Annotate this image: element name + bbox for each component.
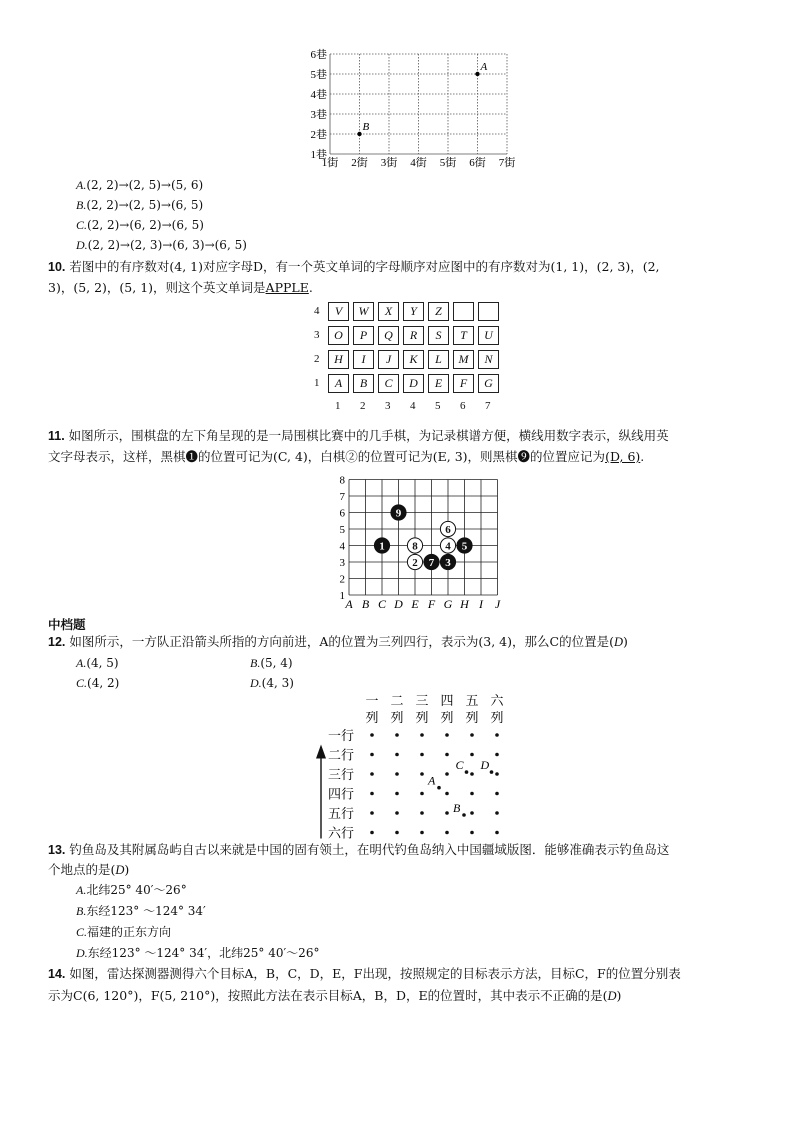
grid-cell: N <box>478 350 499 369</box>
q12-option-c-letter: C. <box>76 676 88 690</box>
map-col-label: 5街 <box>439 157 457 169</box>
formation-dot <box>395 811 399 815</box>
grid-cell: P <box>353 326 374 345</box>
grid-cell: E <box>428 374 449 393</box>
go-stone-number: 1 <box>379 540 385 553</box>
grid-cell: K <box>403 350 424 369</box>
q13-number: 13. <box>48 843 66 857</box>
formation-dot <box>470 772 474 776</box>
q12-stem-end: ) <box>622 634 628 649</box>
go-stone-number: 2 <box>412 557 418 569</box>
q9-option-a-text: (2, 2)→(2, 5)→(5, 6) <box>86 178 204 192</box>
board-col-label: D <box>394 597 403 611</box>
go-stone-number: 6 <box>445 524 451 536</box>
q10-number: 10. <box>48 260 66 274</box>
q9-option-c-text: (2, 2)→(6, 2)→(6, 5) <box>87 218 204 232</box>
q13-option-c-text: 福建的正东方向 <box>87 925 172 939</box>
formation-col-label-top: 五 <box>465 693 479 708</box>
q10-text-line1 <box>48 259 660 275</box>
q12-option-a[interactable] <box>76 655 119 671</box>
formation-dot <box>370 733 374 737</box>
grid-cell: Q <box>378 326 399 345</box>
q13-option-d[interactable] <box>76 945 319 961</box>
q11-text-line2 <box>48 449 644 465</box>
formation-dot <box>420 811 424 815</box>
letter-grid-figure <box>314 302 514 420</box>
grid-cell: A <box>328 374 349 393</box>
grid-cell: M <box>453 350 474 369</box>
grid-cell: T <box>453 326 474 345</box>
grid-cell: G <box>478 374 499 393</box>
section-heading: 中档题 <box>48 618 86 632</box>
board-col-label: F <box>427 597 436 611</box>
formation-point <box>490 770 494 774</box>
formation-dot <box>420 831 424 835</box>
board-col-label: E <box>411 597 419 611</box>
q9-option-a[interactable] <box>76 177 203 193</box>
formation-dot <box>370 772 374 776</box>
q14-stem-2: 示为C(6, 120°)，F(5, 210°)，按照此方法在表示目标A，B，D，E的位置时，其中表示不正确的是( <box>48 988 608 1003</box>
map-point <box>475 72 479 76</box>
formation-point <box>437 786 441 790</box>
go-stone-number: 3 <box>445 557 451 569</box>
formation-dot <box>420 792 424 796</box>
formation-dot <box>370 831 374 835</box>
map-row-label: 1巷 <box>310 149 327 161</box>
formation-dot <box>445 811 449 815</box>
q13-option-d-text: 东经123° ～124° 34′，北纬25° 40′～26° <box>87 946 320 960</box>
go-stone-number: 9 <box>395 507 402 520</box>
q13-option-a-text: 北纬25° 40′～26° <box>86 883 187 897</box>
q13-option-a[interactable] <box>76 882 187 898</box>
formation-row-label: 四行 <box>328 786 355 802</box>
q13-text-line1 <box>48 842 669 858</box>
formation-dot <box>395 772 399 776</box>
formation-point-label: D <box>480 758 490 773</box>
board-row-label: 7 <box>339 491 345 503</box>
grid-row-label: 4 <box>314 305 320 317</box>
formation-col-label-top: 一 <box>365 693 379 708</box>
q11-stem-2: 文字母表示，这样，黑棋❶的位置可记为(C, 4)，白棋②的位置可记为(E, 3)，则黑棋❾的位置应记为 <box>48 449 606 464</box>
map-row-label: 6巷 <box>310 49 327 61</box>
map-col-label: 1街 <box>321 157 339 169</box>
q13-option-b-letter: B. <box>76 904 87 918</box>
board-row-label: 5 <box>339 524 345 536</box>
board-row-label: 4 <box>339 540 345 553</box>
q13-option-b[interactable] <box>76 903 206 919</box>
q14-number: 14. <box>48 967 66 981</box>
q14-stem-1: 如图，雷达探测器测得六个目标A，B，C，D，E，F出现，按照规定的目标表示方法，目标C，F的位置分别表 <box>69 966 681 981</box>
q9-option-d-letter: D. <box>76 238 88 252</box>
q12-option-d-letter: D. <box>250 676 262 690</box>
q12-text <box>48 634 628 650</box>
direction-arrow-icon <box>316 745 326 759</box>
formation-dot <box>445 733 449 737</box>
q12-option-a-letter: A. <box>76 656 87 670</box>
q9-option-c[interactable] <box>76 217 204 233</box>
formation-dot <box>470 831 474 835</box>
q11-stem-1: 如图所示，围棋盘的左下角呈现的是一局围棋比赛中的几手棋，为记录棋谱方便，横线用数字表示，纵线用英 <box>68 428 669 443</box>
board-row-label: 3 <box>339 557 345 569</box>
grid-row-label: 2 <box>314 353 320 365</box>
grid-cell: F <box>453 374 474 393</box>
formation-point-label: B <box>453 801 461 815</box>
q12-number: 12. <box>48 635 66 649</box>
board-col-label: J <box>494 597 501 611</box>
grid-cell: D <box>403 374 424 393</box>
go-stone-number: 7 <box>428 557 435 569</box>
grid-cell: C <box>378 374 399 393</box>
grid-col-label: 5 <box>435 400 441 412</box>
board-row-label: 8 <box>339 474 345 487</box>
formation-dot <box>395 792 399 796</box>
q13-option-c[interactable] <box>76 924 171 940</box>
grid-cell <box>478 302 499 321</box>
q13-option-b-text: 东经123° ～124° 34′ <box>86 904 206 918</box>
q11-number: 11. <box>48 429 65 443</box>
map-col-label: 6街 <box>469 157 486 169</box>
grid-cell: I <box>353 350 374 369</box>
map-row-label: 4巷 <box>310 89 327 101</box>
formation-dot <box>495 811 499 815</box>
q11-answer: (D, 6) <box>605 449 641 464</box>
formation-col-label-bottom: 列 <box>440 710 454 725</box>
grid-row-label: 1 <box>314 377 320 389</box>
board-row-label: 6 <box>339 507 345 520</box>
q9-option-c-letter: C. <box>76 218 88 232</box>
formation-col-label-top: 六 <box>490 693 504 708</box>
formation-dot <box>420 772 424 776</box>
q13-option-d-letter: D. <box>76 946 88 960</box>
formation-col-label-top: 三 <box>415 693 429 708</box>
formation-point <box>462 813 466 817</box>
q11-text-line1 <box>48 428 669 444</box>
grid-col-label: 7 <box>485 400 491 412</box>
grid-cell: X <box>378 302 399 321</box>
map-col-label: 3街 <box>380 157 398 169</box>
map-row-label: 5巷 <box>310 69 327 81</box>
formation-row-label: 一行 <box>328 728 355 743</box>
formation-dot <box>420 753 424 757</box>
q12-stem: 如图所示，一方队正沿箭头所指的方向前进，A的位置为三列四行，表示为(3, 4)，那么C的位置是( <box>69 634 614 649</box>
grid-cell: S <box>428 326 449 345</box>
formation-dot <box>445 792 449 796</box>
formation-row-label: 二行 <box>328 747 355 763</box>
board-col-label: C <box>377 597 387 611</box>
grid-cell: U <box>478 326 499 345</box>
formation-col-label-bottom: 列 <box>490 710 504 725</box>
formation-dot <box>495 792 499 796</box>
map-row-label: 2巷 <box>310 129 327 141</box>
q12-answer: D <box>613 635 623 649</box>
board-col-label: G <box>443 597 453 611</box>
q9-option-b-letter: B. <box>76 198 87 212</box>
q12-option-b-text: (5, 4) <box>260 656 293 670</box>
grid-col-label: 3 <box>385 400 391 412</box>
q12-option-c[interactable] <box>76 675 119 691</box>
q14-answer: D <box>607 989 617 1003</box>
formation-dot <box>395 831 399 835</box>
board-col-label: A <box>345 597 353 611</box>
formation-col-label-bottom: 列 <box>415 710 429 725</box>
grid-col-label: 1 <box>335 400 341 412</box>
map-row-label: 3巷 <box>310 109 327 121</box>
formation-dot <box>495 831 499 835</box>
grid-col-label: 6 <box>460 400 466 412</box>
grid-cell: B <box>353 374 374 393</box>
formation-dot <box>370 811 374 815</box>
formation-point <box>465 770 469 774</box>
grid-row-label: 3 <box>314 329 320 341</box>
q9-option-a-letter: A. <box>76 178 87 192</box>
go-board-figure <box>336 468 516 613</box>
q12-option-b-letter: B. <box>250 656 261 670</box>
formation-dot <box>470 733 474 737</box>
q13-stem-3: ) <box>124 862 130 877</box>
q10-stem-3: . <box>308 280 313 295</box>
q12-option-c-text: (4, 2) <box>87 676 120 690</box>
grid-cell: Y <box>403 302 424 321</box>
q9-option-b-text: (2, 2)→(2, 5)→(6, 5) <box>86 198 204 212</box>
formation-col-label-top: 二 <box>390 693 404 708</box>
grid-cell: O <box>328 326 349 345</box>
map-col-label: 2街 <box>351 157 368 169</box>
formation-row-label: 五行 <box>328 806 355 821</box>
q10-text-line2 <box>48 280 313 296</box>
map-point-label: B <box>362 121 370 133</box>
grid-cell: V <box>328 302 349 321</box>
map-col-label: 7街 <box>498 157 516 169</box>
map-point <box>357 132 361 136</box>
q9-option-b[interactable] <box>76 197 203 213</box>
q10-answer: APPLE <box>265 280 309 295</box>
formation-dot <box>420 733 424 737</box>
grid-cell: Z <box>428 302 449 321</box>
board-col-label: H <box>460 597 469 611</box>
q10-stem-2: 3)，(5, 2)，(5, 1)，则这个英文单词是 <box>48 280 266 295</box>
q11-stem-3: . <box>640 449 645 464</box>
grid-cell <box>453 302 474 321</box>
q12-option-d[interactable] <box>250 675 294 691</box>
formation-col-label-bottom: 列 <box>390 710 404 725</box>
formation-col-label-bottom: 列 <box>365 710 379 725</box>
formation-row-label: 三行 <box>328 767 355 782</box>
formation-dot <box>495 753 499 757</box>
formation-dot <box>470 811 474 815</box>
q14-text-line2 <box>48 988 621 1004</box>
grid-cell: R <box>403 326 424 345</box>
board-row-label: 2 <box>339 573 345 586</box>
formation-dot <box>495 772 499 776</box>
q14-text-line1 <box>48 966 681 982</box>
grid-cell: H <box>328 350 349 369</box>
formation-dot <box>395 753 399 757</box>
q10-stem-1: 若图中的有序数对(4, 1)对应字母D，有一个英文单词的字母顺序对应图中的有序数对为(1, 1)，(2, 3)，(2, <box>69 259 660 274</box>
map-col-label: 4街 <box>410 157 427 169</box>
q13-option-c-letter: C. <box>76 925 88 939</box>
go-stone-number: 5 <box>461 540 468 553</box>
formation-row-label: 六行 <box>328 825 355 840</box>
formation-dot <box>370 792 374 796</box>
formation-col-label-bottom: 列 <box>465 710 479 725</box>
q12-option-a-text: (4, 5) <box>86 656 119 670</box>
grid-cell: W <box>353 302 374 321</box>
formation-col-label-top: 四 <box>440 693 454 708</box>
q9-option-d[interactable] <box>76 237 247 253</box>
q12-option-b[interactable] <box>250 655 293 671</box>
formation-dot <box>495 733 499 737</box>
q13-stem-2: 个地点的是( <box>48 862 116 877</box>
board-col-label: I <box>479 597 483 611</box>
map-point-label: A <box>480 61 488 73</box>
formation-dot <box>445 772 449 776</box>
formation-dot <box>470 792 474 796</box>
formation-dot <box>370 753 374 757</box>
q14-stem-3: ) <box>616 988 622 1003</box>
formation-dot <box>470 753 474 757</box>
q12-option-d-text: (4, 3) <box>261 676 294 690</box>
grid-col-label: 2 <box>360 400 366 412</box>
grid-col-label: 4 <box>410 400 416 412</box>
q13-stem-1: 钓鱼岛及其附属岛屿自古以来就是中国的固有领土，在明代钓鱼岛纳入中国疆域版图．能够准确表示钓鱼岛这 <box>69 842 670 857</box>
board-row-label: 1 <box>339 590 345 602</box>
go-stone-number: 4 <box>445 540 451 553</box>
go-stone-number: 8 <box>412 540 418 553</box>
q13-text-line2 <box>48 862 129 878</box>
q9-option-d-text: (2, 2)→(2, 3)→(6, 3)→(6, 5) <box>87 238 247 252</box>
grid-cell: L <box>428 350 449 369</box>
formation-point-label: C <box>455 758 464 773</box>
formation-dot <box>445 753 449 757</box>
board-col-label: B <box>361 597 370 611</box>
q13-option-a-letter: A. <box>76 883 87 897</box>
street-map-figure <box>300 44 525 176</box>
grid-cell: J <box>378 350 399 369</box>
q13-answer: D <box>115 863 125 877</box>
formation-figure <box>312 690 512 840</box>
formation-point-label: A <box>428 773 436 788</box>
formation-dot <box>445 831 449 835</box>
formation-dot <box>395 733 399 737</box>
